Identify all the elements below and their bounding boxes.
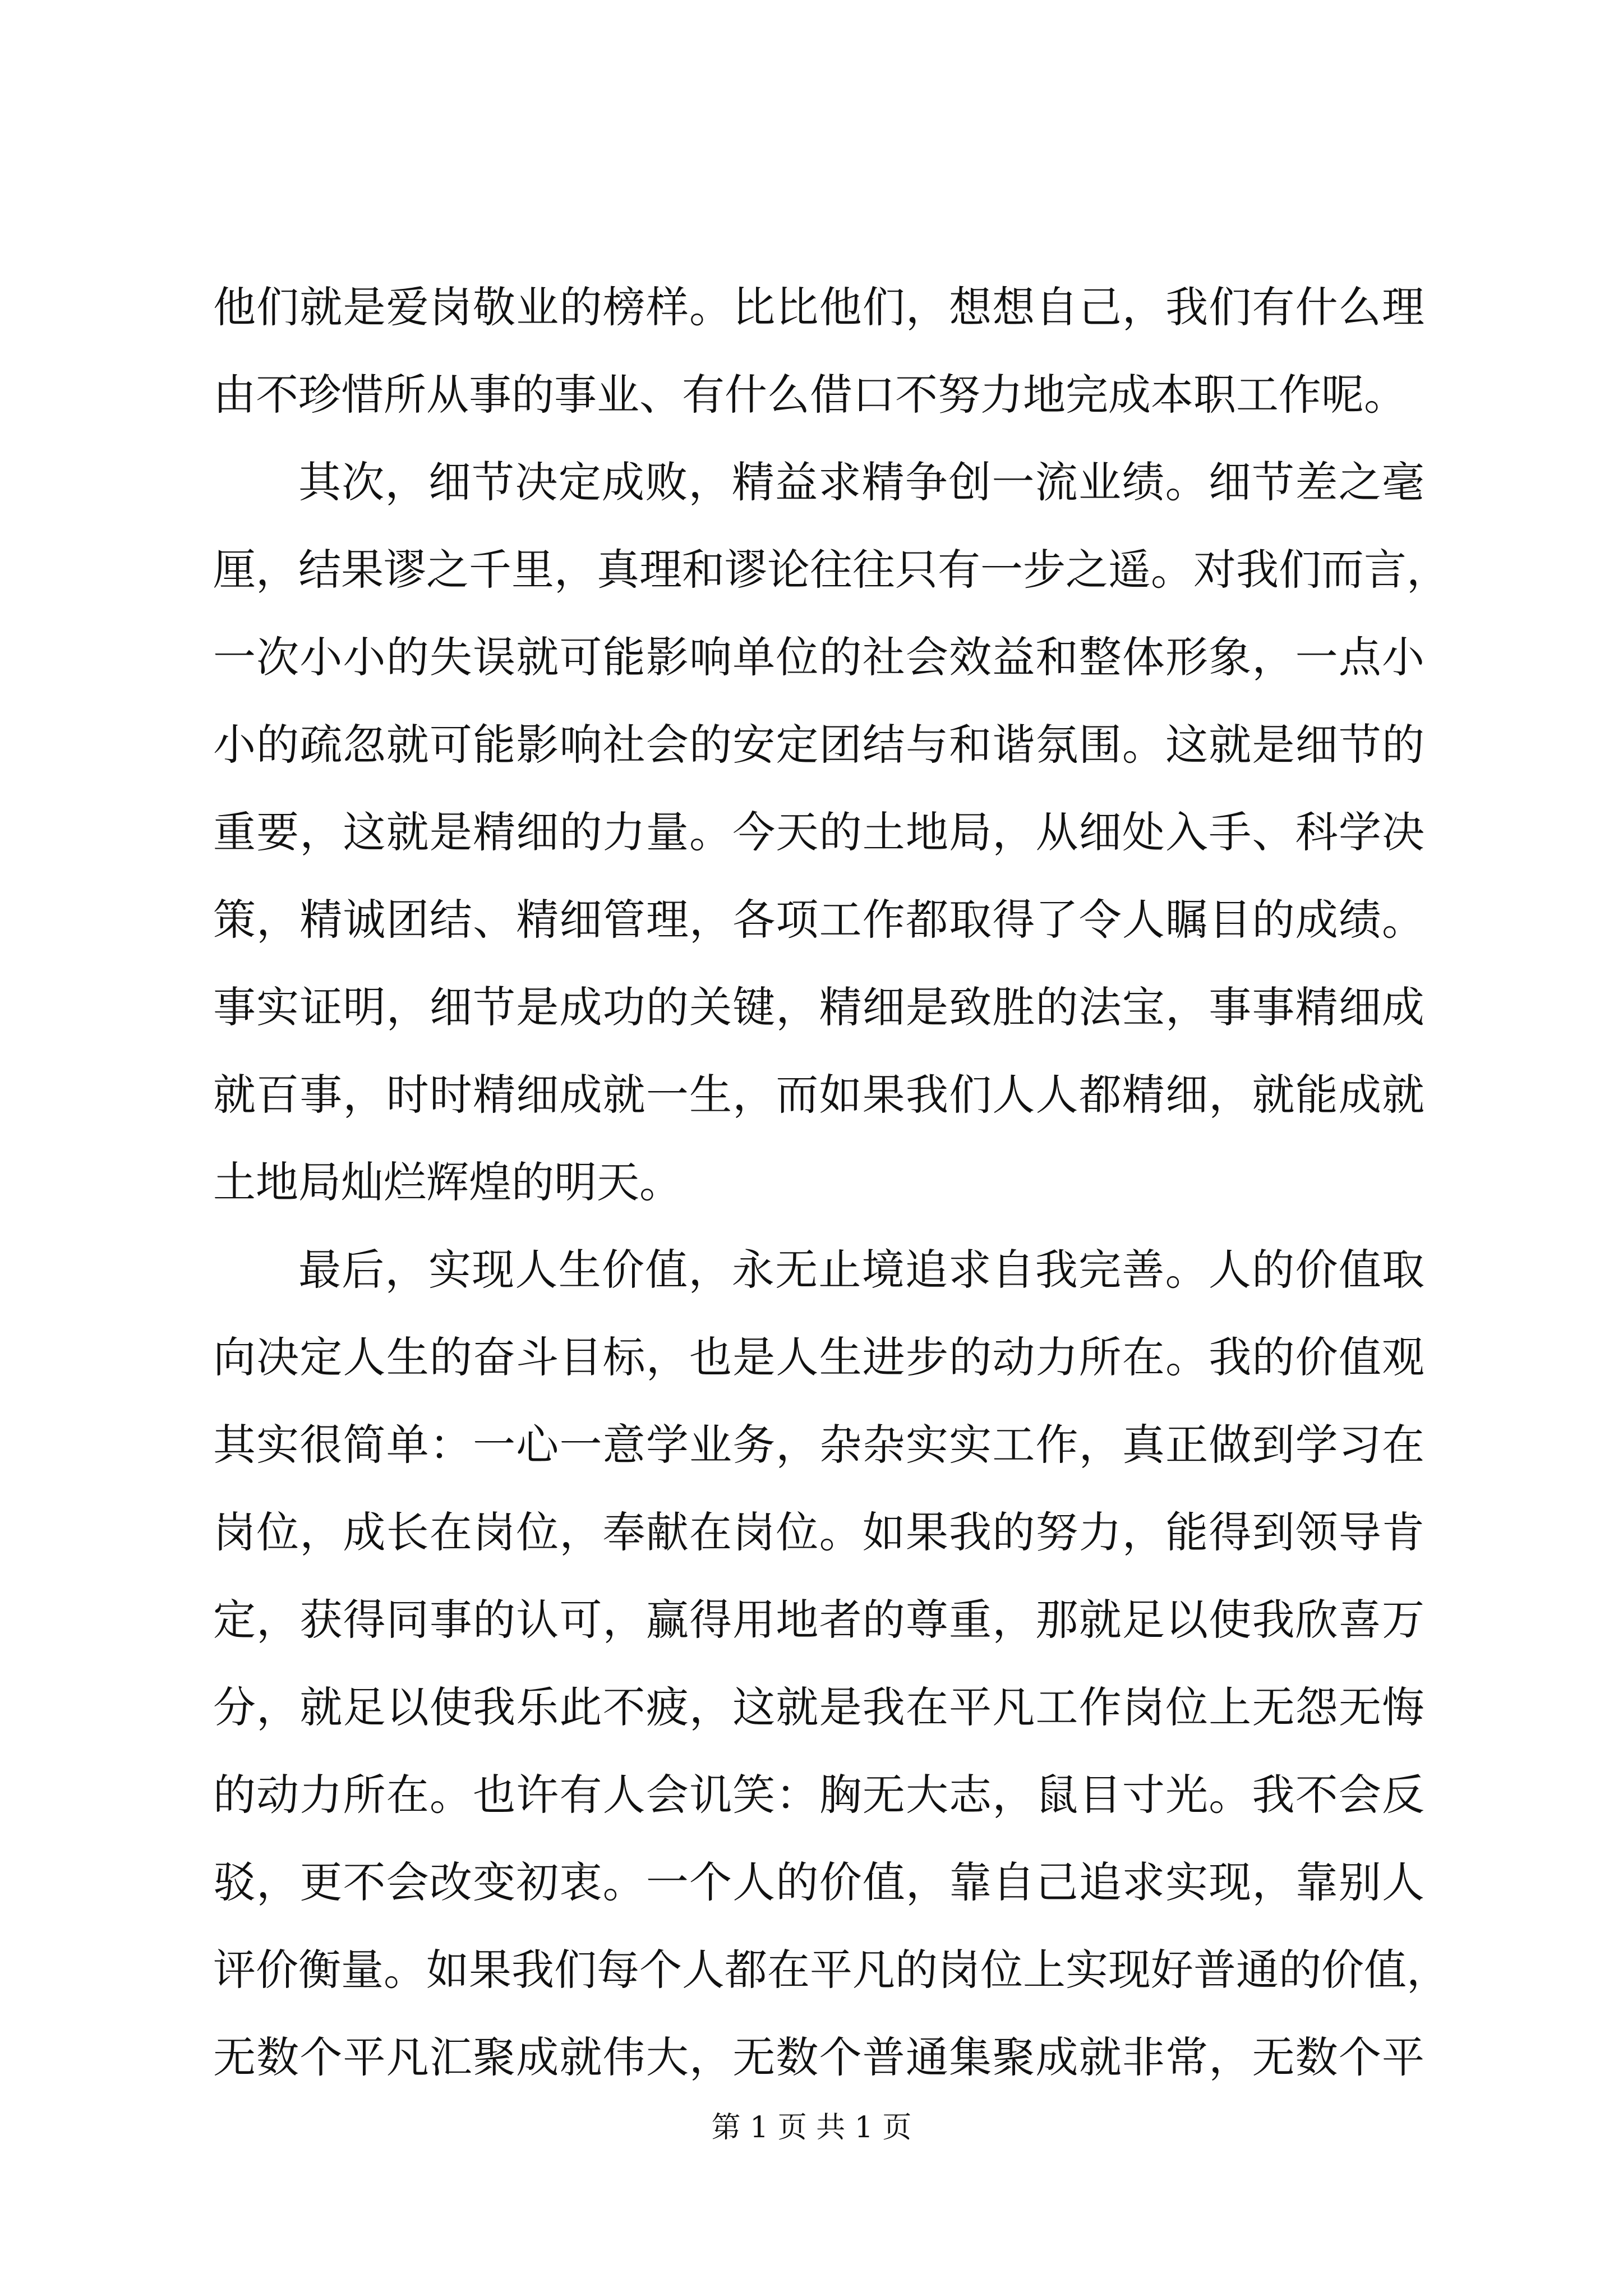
paragraph-start-line: 其次，细节决定成败，精益求精争创一流业绩。细节差之毫 (298, 457, 1424, 507)
text-line: 岗位，成长在岗位，奉献在岗位。如果我的努力，能得到领导肯 (213, 1507, 1424, 1557)
text-line: 他们就是爱岗敬业的榜样。比比他们，想想自己，我们有什么理 (213, 282, 1424, 332)
text-line: 土地局灿烂辉煌的明天。 (213, 1157, 682, 1207)
text-line: 定，获得同事的认可，赢得用地者的尊重，那就足以使我欣喜万 (213, 1595, 1424, 1645)
text-line: 向决定人生的奋斗目标，也是人生进步的动力所在。我的价值观 (213, 1332, 1424, 1382)
text-line: 其实很简单：一心一意学业务，杂杂实实工作，真正做到学习在 (213, 1420, 1424, 1470)
text-line: 厘，结果谬之千里，真理和谬论往往只有一步之遥。对我们而言， (213, 545, 1449, 595)
text-line: 分，就足以使我乐此不疲，这就是我在平凡工作岗位上无怨无悔 (213, 1682, 1424, 1732)
text-line: 驳，更不会改变初衷。一个人的价值，靠自己追求实现，靠别人 (213, 1857, 1424, 1907)
text-line: 一次小小的失误就可能影响单位的社会效益和整体形象，一点小 (213, 632, 1424, 682)
page-footer (0, 2108, 1623, 2147)
text-line: 重要，这就是精细的力量。今天的土地局，从细处入手、科学决 (213, 807, 1424, 857)
text-line: 小的疏忽就可能影响社会的安定团结与和谐氛围。这就是细节的 (213, 720, 1424, 770)
text-line: 由不珍惜所从事的事业、有什么借口不努力地完成本职工作呢。 (213, 370, 1407, 420)
page-number-label: 第 1 页 共 1 页 (711, 2111, 912, 2145)
text-line: 的动力所在。也许有人会讥笑：胸无大志，鼠目寸光。我不会反 (213, 1770, 1424, 1820)
paragraph-start-line: 最后，实现人生价值，永无止境追求自我完善。人的价值取 (298, 1245, 1424, 1295)
text-line: 策，精诚团结、精细管理，各项工作都取得了令人瞩目的成绩。 (213, 895, 1424, 945)
document-body (213, 264, 1449, 2101)
text-line: 无数个平凡汇聚成就伟大，无数个普通集聚成就非常，无数个平 (213, 2032, 1424, 2082)
text-line: 事实证明，细节是成功的关键，精细是致胜的法宝，事事精细成 (213, 982, 1424, 1032)
text-line: 就百事，时时精细成就一生，而如果我们人人都精细，就能成就 (213, 1070, 1424, 1120)
text-line: 评价衡量。如果我们每个人都在平凡的岗位上实现好普通的价值， (213, 1945, 1449, 1995)
